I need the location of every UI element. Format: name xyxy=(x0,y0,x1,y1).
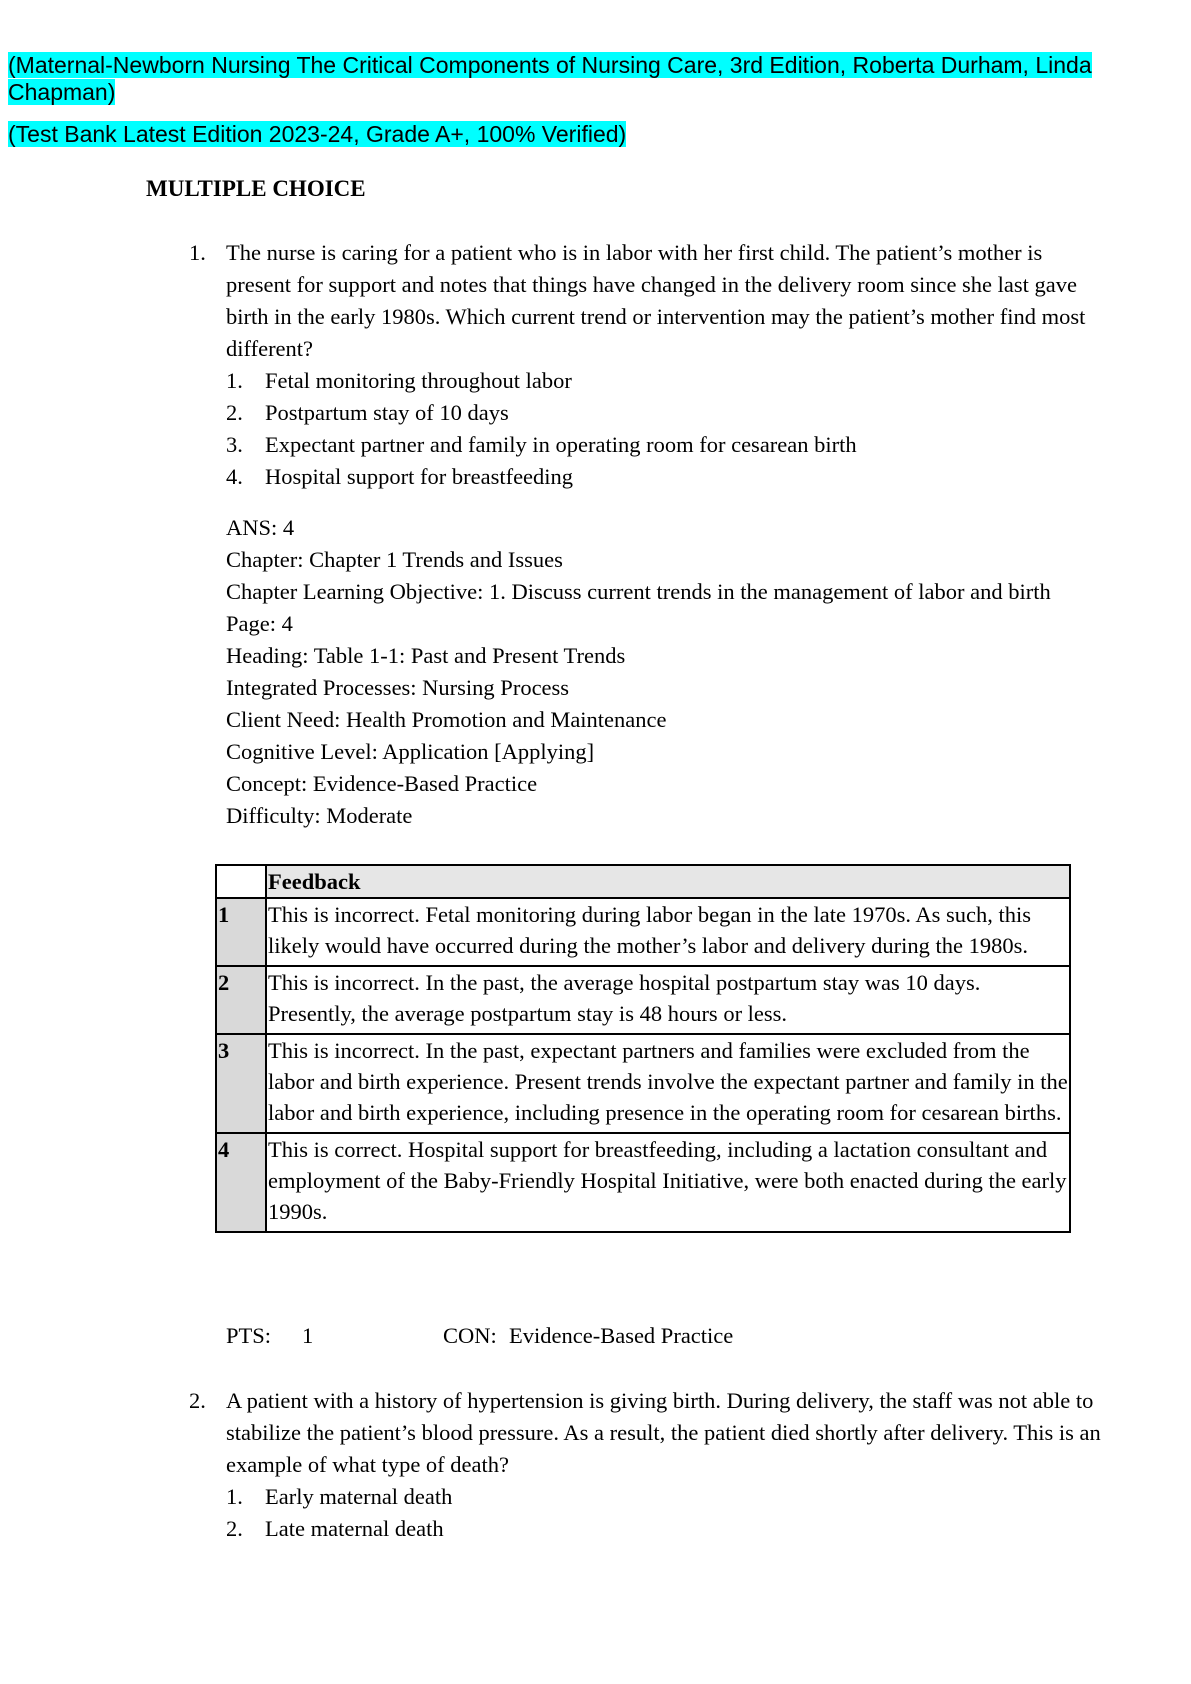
question-stem: The nurse is caring for a patient who is in labor with her first child. The patient’s mother is present for support and notes that things have changed in the delivery room since she last gave birth in the early 1980s. Which current trend or intervention may the patient’s mother find most different? xyxy=(226,240,1086,361)
option-number: 4. xyxy=(226,464,243,489)
meta-difficulty: Difficulty: Moderate xyxy=(226,803,413,828)
feedback-index: 4 xyxy=(216,1133,266,1232)
option-number: 1. xyxy=(226,368,243,393)
answer-option xyxy=(226,365,1109,397)
meta-heading: Heading: Table 1-1: Past and Present Trends xyxy=(226,643,626,668)
feedback-index: 3 xyxy=(216,1034,266,1133)
meta-concept: Concept: Evidence-Based Practice xyxy=(226,771,538,796)
feedback-header-row xyxy=(216,865,1070,898)
option-text: Fetal monitoring throughout labor xyxy=(265,368,572,393)
feedback-text: This is incorrect. In the past, expectant partners and families were excluded from the labor and birth experience. Present trends involve the expectant partner and family in the labor and birth experience, including presence in the operating room for cesarean births. xyxy=(266,1034,1070,1133)
section-heading: MULTIPLE CHOICE xyxy=(146,176,366,201)
option-number: 1. xyxy=(226,1484,243,1509)
answer-option xyxy=(226,461,1109,493)
question-stem: A patient with a history of hypertension is giving birth. During delivery, the staff was not able to stabilize the patient’s blood pressure. As a result, the patient died shortly after delivery. This is an example of what type of death? xyxy=(226,1388,1101,1477)
feedback-header-index-cell xyxy=(216,865,266,898)
feedback-row xyxy=(216,1133,1070,1232)
answer-option xyxy=(226,397,1109,429)
answer-key: ANS: 4 xyxy=(226,515,295,540)
meta-cognitive-level: Cognitive Level: Application [Applying] xyxy=(226,739,595,764)
question-metadata xyxy=(226,512,1051,832)
option-text: Postpartum stay of 10 days xyxy=(265,400,509,425)
option-number: 2. xyxy=(226,400,243,425)
feedback-index: 1 xyxy=(216,898,266,966)
question-number: 1. xyxy=(189,240,206,265)
feedback-row xyxy=(216,966,1070,1034)
question-1 xyxy=(189,237,1109,493)
points-label: PTS: xyxy=(226,1323,272,1348)
meta-integrated-processes: Integrated Processes: Nursing Process xyxy=(226,675,570,700)
question-number: 2. xyxy=(189,1388,206,1413)
feedback-text: This is incorrect. In the past, the average hospital postpartum stay was 10 days. Presently, the average postpartum stay is 48 hours or less. xyxy=(266,966,1070,1034)
option-text: Early maternal death xyxy=(265,1484,453,1509)
option-number: 3. xyxy=(226,432,243,457)
feedback-row xyxy=(216,898,1070,966)
question-2 xyxy=(189,1385,1109,1545)
meta-page: Page: 4 xyxy=(226,611,293,636)
meta-chapter: Chapter: Chapter 1 Trends and Issues xyxy=(226,547,563,572)
document-edition-note: (Test Bank Latest Edition 2023-24, Grade A+, 100% Verified) xyxy=(8,121,627,147)
document-source-title: (Maternal-Newborn Nursing The Critical Components of Nursing Care, 3rd Edition, Roberta Durham, Linda Chapman) xyxy=(8,52,1092,105)
option-text: Late maternal death xyxy=(265,1516,444,1541)
concept-label: CON: xyxy=(443,1323,497,1348)
feedback-row xyxy=(216,1034,1070,1133)
feedback-text: This is incorrect. Fetal monitoring during labor began in the late 1970s. As such, this likely would have occurred during the mother’s labor and delivery during the 1980s. xyxy=(266,898,1070,966)
points-value: 1 xyxy=(302,1323,314,1348)
feedback-index: 2 xyxy=(216,966,266,1034)
concept-value: Evidence-Based Practice xyxy=(509,1323,734,1348)
feedback-text: This is correct. Hospital support for breastfeeding, including a lactation consultant and employment of the Baby-Friendly Hospital Initiative, were both enacted during the early 1990s. xyxy=(266,1133,1070,1232)
answer-option xyxy=(226,1513,1109,1545)
answer-option xyxy=(226,429,1109,461)
meta-client-need: Client Need: Health Promotion and Maintenance xyxy=(226,707,667,732)
feedback-header: Feedback xyxy=(266,865,1070,898)
option-text: Hospital support for breastfeeding xyxy=(265,464,574,489)
feedback-table xyxy=(215,864,1071,1233)
answer-option xyxy=(226,1481,1109,1513)
option-text: Expectant partner and family in operating room for cesarean birth xyxy=(265,432,857,457)
option-number: 2. xyxy=(226,1516,243,1541)
meta-learning-objective: Chapter Learning Objective: 1. Discuss current trends in the management of labor and birth xyxy=(226,579,1051,604)
